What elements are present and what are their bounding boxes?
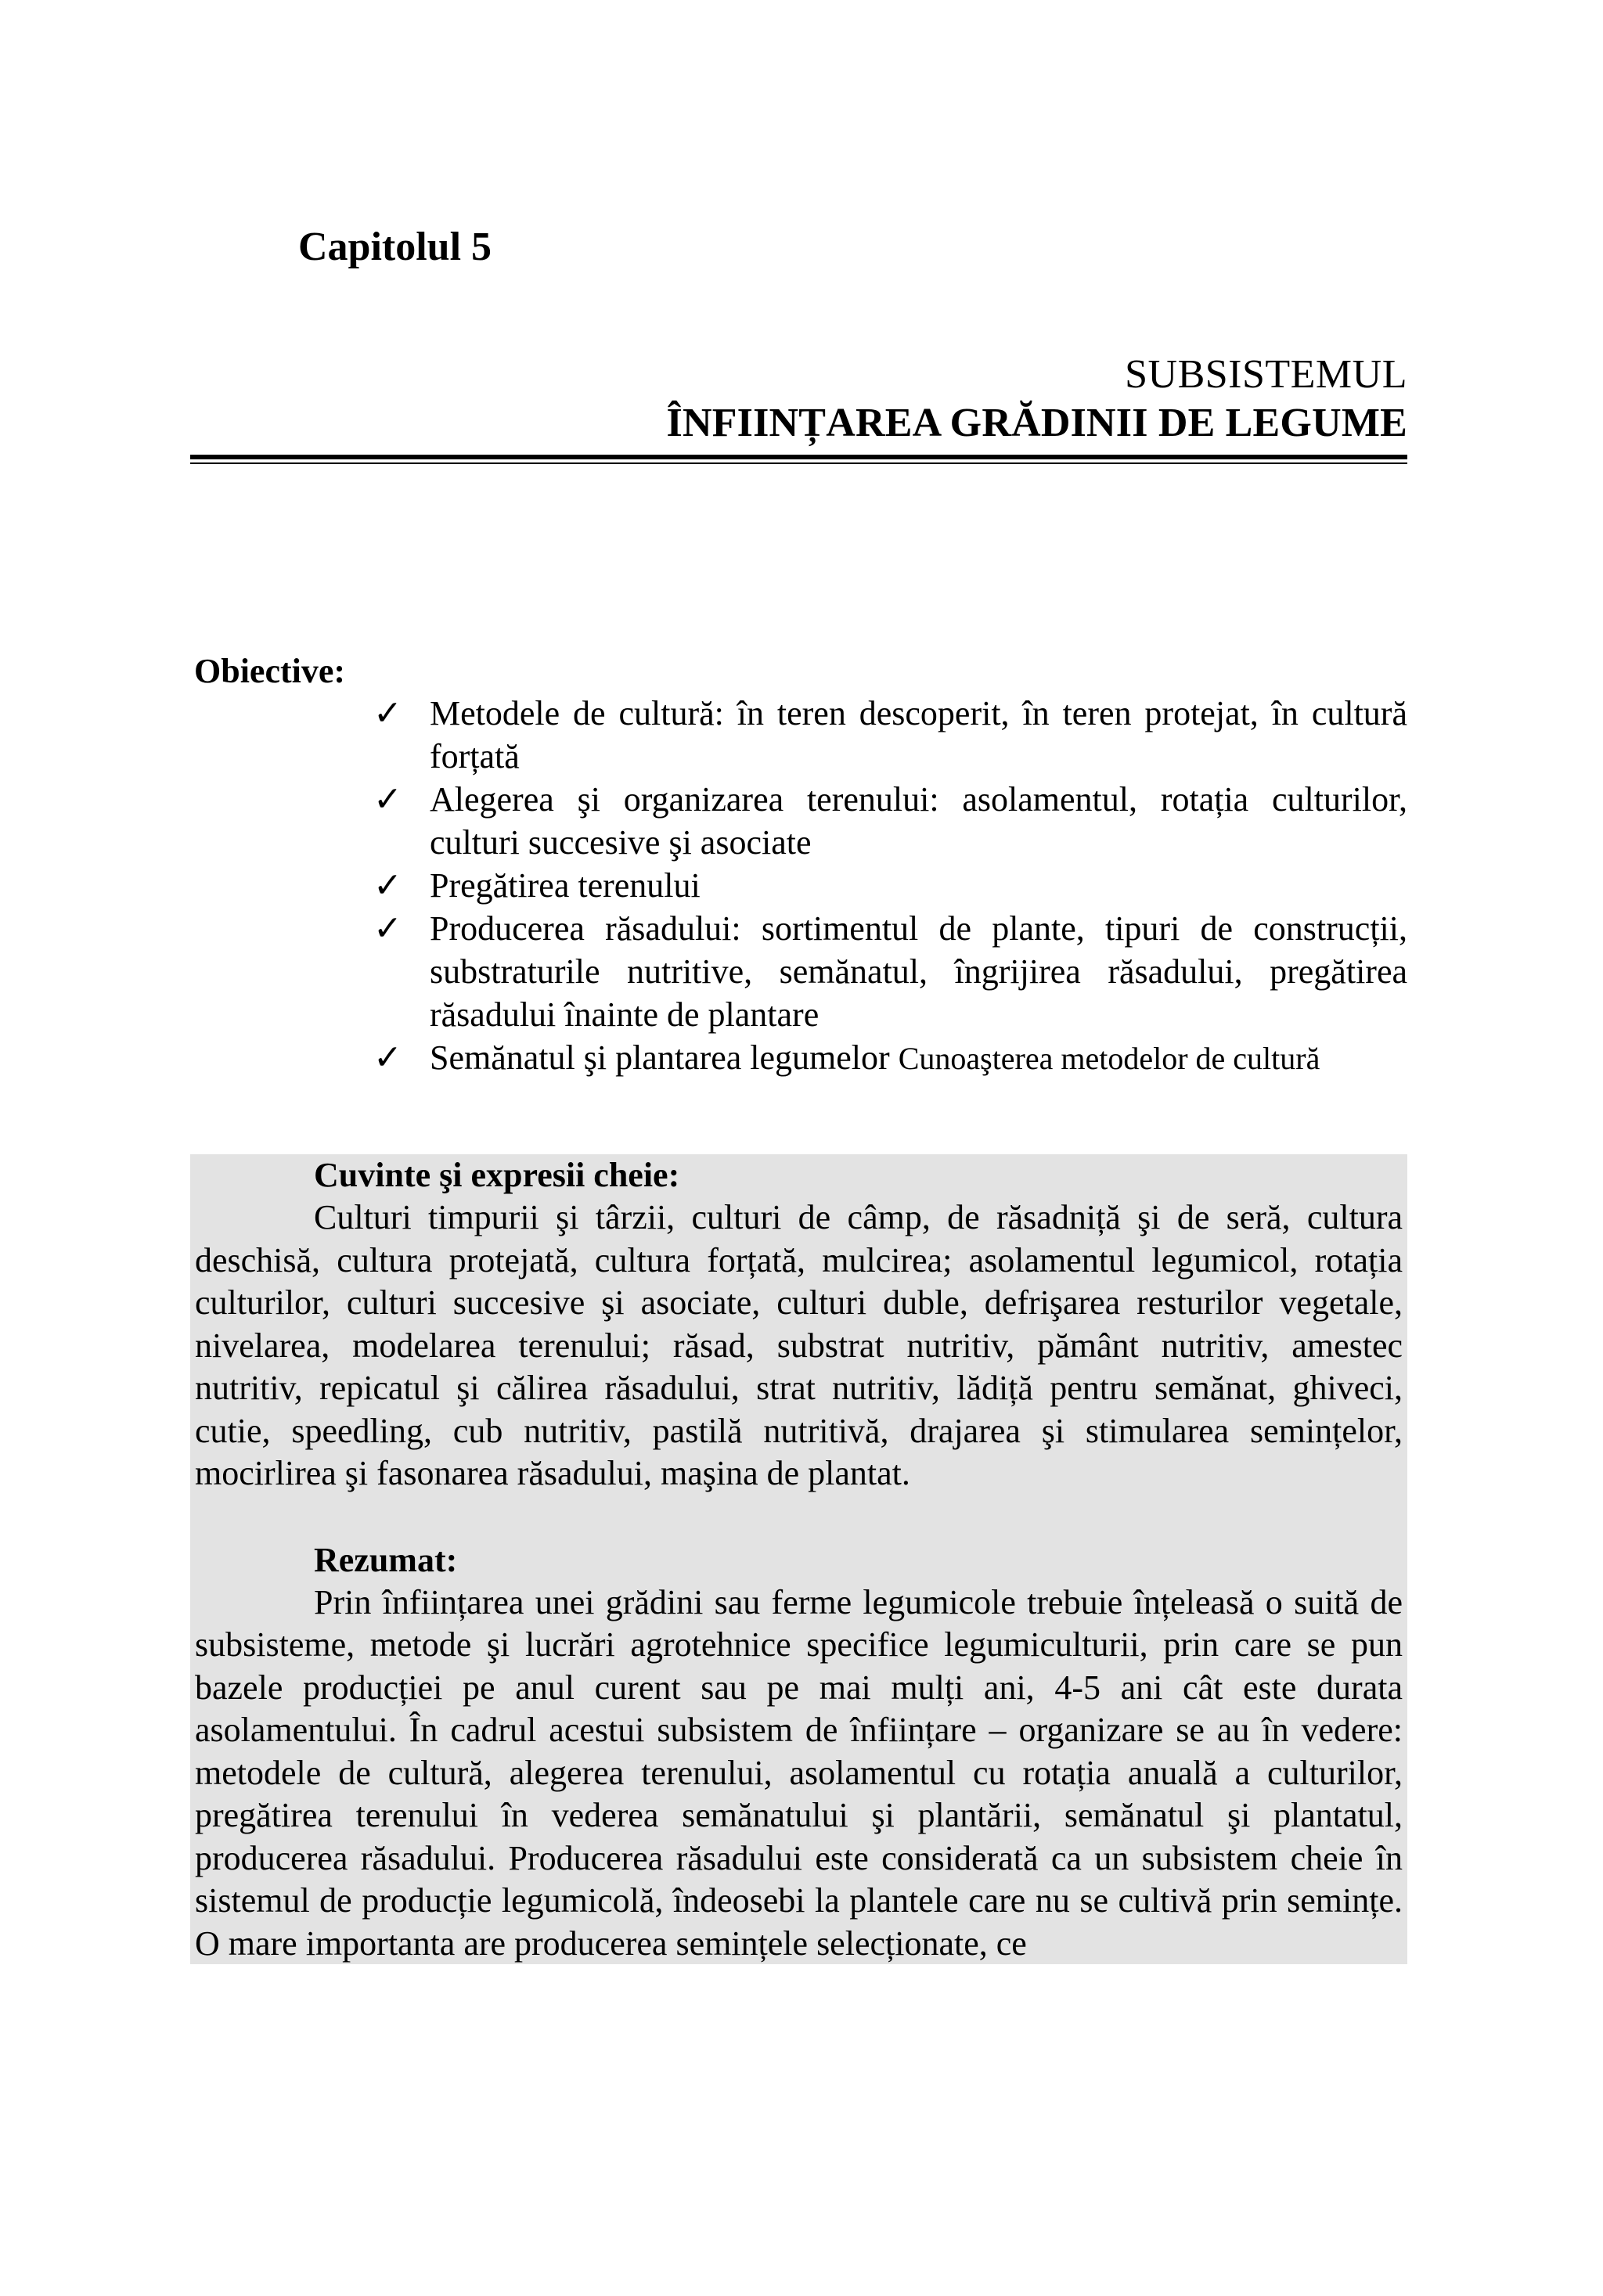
objective-item [373,1036,1407,1080]
objective-item [373,864,1407,907]
keywords-text: Culturi timpurii şi târzii, culturi de câmp, de răsadniță şi de seră, cultura deschisă, cultura protejată, cultura forțată, mulcirea; asolamentul legumicol, rotația culturilor, culturi succesive şi asociate, culturi duble, defrişarea resturilor vegetale, nivelarea, modelarea terenului; răsad, substrat nutritiv, pământ nutritiv, amestec nutritiv, repicatul şi călirea răsadului, strat nutritiv, lădiță pentru semănat, ghiveci, cutie, speedling, cub nutritiv, pastilă nutritivă, drajarea şi stimularea semințelor, mocirlirea şi fasonarea răsadului, maşina de plantat. [195,1198,1403,1492]
objective-item [373,778,1407,864]
checkmark-icon: ✓ [373,780,402,819]
checkmark-icon: ✓ [373,909,402,948]
title-rule-thin [190,462,1407,464]
section-spacer [195,1495,1403,1539]
title-line-main: ÎNFIINȚAREA GRĂDINII DE LEGUME [666,401,1407,445]
objective-text-tail: Cunoaşterea metodelor de cultură [898,1041,1320,1076]
checkmark-icon: ✓ [373,694,402,732]
shaded-box [190,1154,1407,1964]
keywords-heading: Cuvinte şi expresii cheie: [314,1156,680,1194]
title-rule-thick [190,455,1407,459]
objectives-list [373,692,1407,1080]
chapter-label: Capitolul 5 [298,225,492,269]
summary-text: Prin înființarea unei grădini sau ferme legumicole trebuie înțeleasă o suită de subsisteme, metode şi lucrări agrotehnice specifice legumiculturii, prin care se pun bazele producției pe anul curent sau pe mai mulți ani, 4-5 ani cât este durata asolamentului. În cadrul acestui subsistem de înființare – organizare se au în vedere: metodele de cultură, alegerea terenului, asolamentul cu rotația anuală a culturilor, pregătirea terenului în vederea semănatului şi plantării, semănatul şi plantatul, producerea răsadului. Producerea răsadului este considerată ca un subsistem cheie în sistemul de producție legumicolă, îndeosebi la plantele care nu se cultivă prin semințe. O mare importanta are producerea semințele selecționate, ce [195,1582,1403,1963]
objective-item [373,907,1407,1036]
objective-item [373,692,1407,778]
objective-text: Pregătirea terenului [430,866,701,905]
checkmark-icon: ✓ [373,866,402,905]
title-line-subsystem: SUBSISTEMUL [1125,352,1407,397]
objectives-heading: Obiective: [194,652,346,690]
shaded-box-content [195,1154,1403,1965]
objective-text: Metodele de cultură: în teren descoperit, în teren protejat, în cultură forțată [430,694,1407,776]
checkmark-icon: ✓ [373,1038,402,1077]
objective-text: Semănatul şi plantarea legumelor [430,1038,899,1077]
objective-text: Producerea răsadului: sortimentul de plante, tipuri de construcții, substraturile nutritive, semănatul, îngrijirea răsadului, pregătirea răsadului înainte de plantare [430,909,1407,1034]
objective-text: Alegerea şi organizarea terenului: asolamentul, rotația culturilor, culturi succesive şi asociate [430,780,1407,862]
summary-heading: Rezumat: [314,1540,458,1579]
chapter-title [190,351,1407,448]
